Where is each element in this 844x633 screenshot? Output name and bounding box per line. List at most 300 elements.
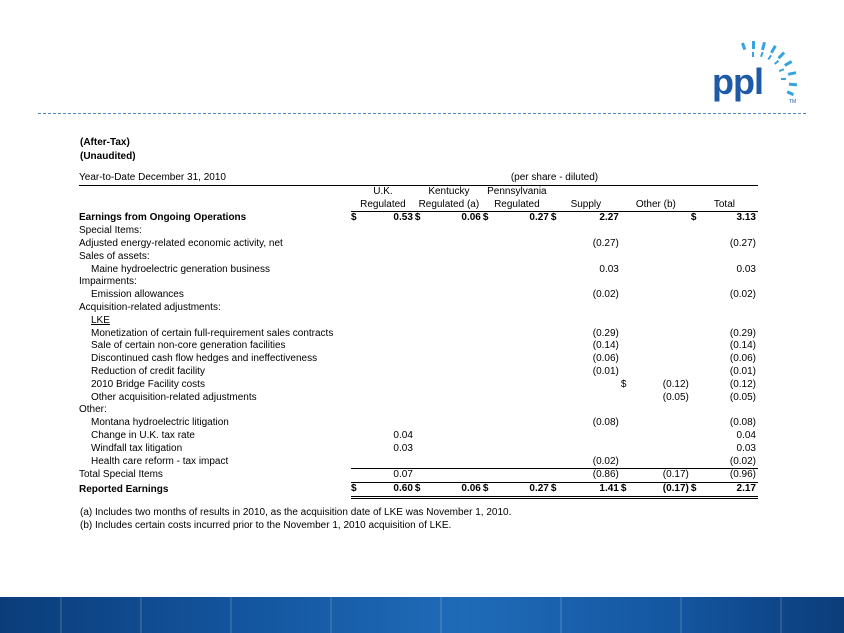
row-value: 0.03 bbox=[599, 263, 619, 275]
currency-symbol bbox=[351, 366, 361, 379]
currency-symbol bbox=[351, 456, 361, 469]
currency-symbol bbox=[551, 264, 561, 277]
row-value bbox=[425, 340, 483, 353]
row-value: 3.13 bbox=[736, 212, 756, 224]
currency-symbol bbox=[351, 417, 361, 430]
currency-symbol bbox=[691, 276, 701, 289]
currency-symbol bbox=[691, 302, 701, 315]
currency-symbol bbox=[621, 366, 631, 379]
currency-symbol bbox=[351, 225, 361, 238]
currency-symbol bbox=[691, 417, 701, 430]
currency-symbol bbox=[621, 328, 631, 341]
col-ky-line1: Kentucky bbox=[428, 185, 470, 197]
row-value bbox=[631, 456, 691, 469]
currency-symbol bbox=[551, 417, 561, 430]
row-value bbox=[425, 225, 483, 238]
currency-symbol bbox=[551, 340, 561, 353]
currency-symbol bbox=[483, 340, 493, 353]
row-value: (0.14) bbox=[729, 340, 756, 352]
row-value bbox=[493, 340, 551, 353]
row-value bbox=[701, 225, 758, 238]
currency-symbol bbox=[415, 430, 425, 443]
row-value bbox=[701, 302, 758, 315]
currency-symbol bbox=[483, 264, 493, 277]
row-value bbox=[631, 353, 691, 366]
row-value bbox=[493, 276, 551, 289]
col-other-header: Other (b) bbox=[621, 199, 691, 212]
currency-symbol bbox=[551, 430, 561, 443]
ppl-logo-text: ppl bbox=[712, 61, 763, 102]
row-value: 2.17 bbox=[701, 483, 758, 498]
currency-symbol: $ bbox=[482, 212, 489, 224]
currency-symbol: $ bbox=[690, 212, 697, 224]
row-value: (0.96) bbox=[701, 469, 758, 483]
row-value: (0.06) bbox=[592, 353, 619, 365]
currency-symbol bbox=[621, 315, 631, 328]
row-sales-assets bbox=[79, 251, 758, 264]
row-value bbox=[493, 469, 551, 483]
currency-symbol bbox=[351, 353, 361, 366]
currency-symbol bbox=[621, 430, 631, 443]
row-value bbox=[561, 404, 621, 417]
currency-symbol bbox=[415, 469, 425, 483]
currency-symbol bbox=[415, 366, 425, 379]
row-value bbox=[425, 456, 483, 469]
footer-banner bbox=[0, 597, 844, 633]
period-label: Year-to-Date December 31, 2010 bbox=[79, 172, 351, 185]
row-uk-tax bbox=[79, 430, 758, 443]
currency-symbol bbox=[621, 302, 631, 315]
row-value bbox=[561, 379, 621, 392]
row-value: (0.86) bbox=[561, 469, 621, 483]
row-value bbox=[425, 417, 483, 430]
row-value: (0.17) bbox=[631, 469, 691, 483]
currency-symbol bbox=[351, 302, 361, 315]
row-label: Adjusted energy-related economic activity, net bbox=[79, 237, 283, 249]
row-value bbox=[493, 238, 551, 251]
row-value: 1.41 bbox=[561, 483, 621, 498]
currency-symbol bbox=[415, 315, 425, 328]
currency-symbol bbox=[691, 404, 701, 417]
col-supply-header: Supply bbox=[551, 199, 621, 212]
row-value bbox=[493, 251, 551, 264]
row-emission bbox=[79, 289, 758, 302]
row-value bbox=[425, 430, 483, 443]
row-discontinued bbox=[79, 353, 758, 366]
row-value bbox=[631, 212, 691, 225]
row-value bbox=[361, 404, 415, 417]
row-reported bbox=[79, 483, 758, 498]
row-value: 0.27 bbox=[529, 212, 549, 224]
currency-symbol bbox=[691, 379, 701, 392]
currency-symbol bbox=[483, 366, 493, 379]
currency-symbol bbox=[483, 392, 493, 405]
currency-symbol: $ bbox=[621, 483, 631, 498]
row-other bbox=[79, 404, 758, 417]
row-label: Maine hydroelectric generation business bbox=[91, 263, 270, 275]
currency-symbol: $ bbox=[350, 212, 357, 224]
row-bridge bbox=[79, 379, 758, 392]
row-impairments bbox=[79, 276, 758, 289]
row-value bbox=[561, 276, 621, 289]
row-value bbox=[561, 302, 621, 315]
row-value bbox=[631, 238, 691, 251]
row-value bbox=[631, 430, 691, 443]
row-value bbox=[631, 264, 691, 277]
row-value bbox=[561, 251, 621, 264]
col-pa-line1: Pennsylvania bbox=[487, 185, 547, 197]
row-value bbox=[493, 404, 551, 417]
currency-symbol bbox=[551, 353, 561, 366]
row-value: (0.08) bbox=[592, 417, 619, 429]
col-total-line1 bbox=[691, 185, 758, 198]
row-value bbox=[425, 315, 483, 328]
currency-symbol bbox=[483, 469, 493, 483]
currency-symbol bbox=[351, 430, 361, 443]
footnotes bbox=[80, 506, 511, 532]
currency-symbol bbox=[351, 238, 361, 251]
row-value: 2.27 bbox=[599, 212, 619, 224]
currency-symbol bbox=[483, 417, 493, 430]
currency-symbol bbox=[415, 251, 425, 264]
row-value bbox=[361, 251, 415, 264]
row-value bbox=[425, 379, 483, 392]
currency-symbol bbox=[691, 328, 701, 341]
row-value bbox=[425, 264, 483, 277]
row-value bbox=[425, 353, 483, 366]
col-uk-line1: U.K. bbox=[373, 185, 393, 197]
row-value bbox=[631, 225, 691, 238]
row-value bbox=[493, 315, 551, 328]
row-label: Emission allowances bbox=[91, 289, 184, 301]
currency-symbol bbox=[691, 315, 701, 328]
row-label: Other acquisition-related adjustments bbox=[91, 391, 257, 403]
row-value bbox=[425, 328, 483, 341]
col-other-line1 bbox=[621, 185, 691, 198]
currency-symbol bbox=[691, 225, 701, 238]
row-value bbox=[493, 379, 551, 392]
row-label: Reduction of credit facility bbox=[91, 365, 205, 377]
currency-symbol bbox=[691, 456, 701, 469]
row-value bbox=[361, 379, 415, 392]
earnings-reconciliation-table bbox=[79, 172, 758, 499]
currency-symbol bbox=[691, 366, 701, 379]
currency-symbol bbox=[621, 469, 631, 483]
row-value bbox=[701, 276, 758, 289]
currency-symbol bbox=[351, 404, 361, 417]
currency-symbol bbox=[551, 225, 561, 238]
row-value: (0.27) bbox=[729, 237, 756, 249]
currency-symbol bbox=[415, 289, 425, 302]
currency-symbol bbox=[551, 392, 561, 405]
currency-symbol bbox=[351, 379, 361, 392]
row-total-special bbox=[79, 469, 758, 483]
row-value: (0.06) bbox=[729, 353, 756, 365]
row-value: 0.03 bbox=[736, 442, 756, 454]
row-value: (0.27) bbox=[592, 237, 619, 249]
row-value bbox=[561, 430, 621, 443]
row-label: Acquisition-related adjustments: bbox=[79, 301, 221, 313]
currency-symbol bbox=[621, 289, 631, 302]
row-value bbox=[493, 392, 551, 405]
currency-symbol bbox=[691, 469, 701, 483]
currency-symbol bbox=[621, 276, 631, 289]
currency-symbol bbox=[621, 212, 631, 225]
row-value: (0.14) bbox=[592, 340, 619, 352]
row-value bbox=[631, 417, 691, 430]
row-label: Sales of assets: bbox=[79, 250, 150, 262]
row-value: (0.12) bbox=[729, 378, 756, 390]
currency-symbol bbox=[351, 340, 361, 353]
row-value bbox=[701, 404, 758, 417]
currency-symbol bbox=[483, 379, 493, 392]
currency-symbol bbox=[415, 225, 425, 238]
currency-symbol bbox=[415, 238, 425, 251]
period-row bbox=[79, 172, 758, 185]
currency-symbol bbox=[415, 328, 425, 341]
row-value: (0.29) bbox=[592, 327, 619, 339]
currency-symbol bbox=[483, 315, 493, 328]
currency-symbol bbox=[351, 251, 361, 264]
row-value bbox=[425, 469, 483, 483]
row-value bbox=[493, 443, 551, 456]
col-uk-header: Regulated bbox=[351, 199, 415, 212]
row-sale-noncore bbox=[79, 340, 758, 353]
row-value bbox=[425, 276, 483, 289]
row-other-acq bbox=[79, 392, 758, 405]
currency-symbol bbox=[415, 340, 425, 353]
currency-symbol bbox=[691, 353, 701, 366]
row-value bbox=[361, 238, 415, 251]
row-value: (0.02) bbox=[729, 289, 756, 301]
currency-symbol bbox=[351, 289, 361, 302]
row-value: 0.06 bbox=[425, 483, 483, 498]
row-label: Total Special Items bbox=[79, 469, 163, 481]
currency-symbol: $ bbox=[691, 483, 701, 498]
currency-symbol bbox=[621, 238, 631, 251]
row-value: 0.60 bbox=[361, 483, 415, 498]
row-label: LKE bbox=[91, 314, 110, 326]
row-label: Health care reform - tax impact bbox=[91, 455, 229, 467]
row-value bbox=[561, 443, 621, 456]
row-value: 0.03 bbox=[393, 442, 413, 454]
row-value bbox=[561, 392, 621, 405]
row-value bbox=[701, 315, 758, 328]
row-value: 0.04 bbox=[393, 429, 413, 441]
currency-symbol bbox=[483, 238, 493, 251]
row-value bbox=[361, 392, 415, 405]
row-special-items bbox=[79, 225, 758, 238]
row-acq-adj bbox=[79, 302, 758, 315]
currency-symbol bbox=[415, 264, 425, 277]
row-label: Special Items: bbox=[79, 225, 142, 237]
row-value bbox=[631, 315, 691, 328]
currency-symbol bbox=[621, 456, 631, 469]
currency-symbol bbox=[621, 417, 631, 430]
row-value bbox=[631, 404, 691, 417]
row-value bbox=[631, 302, 691, 315]
row-value: (0.02) bbox=[701, 456, 758, 469]
currency-symbol bbox=[551, 302, 561, 315]
row-label: 2010 Bridge Facility costs bbox=[91, 378, 205, 390]
unaudited-heading: (Unaudited) bbox=[80, 151, 136, 162]
row-value bbox=[631, 276, 691, 289]
currency-symbol bbox=[691, 340, 701, 353]
col-ky-header: Regulated (a) bbox=[415, 199, 483, 212]
currency-symbol bbox=[483, 430, 493, 443]
currency-symbol bbox=[351, 469, 361, 483]
row-value bbox=[493, 417, 551, 430]
currency-symbol bbox=[551, 315, 561, 328]
row-value bbox=[361, 315, 415, 328]
row-windfall bbox=[79, 443, 758, 456]
currency-symbol bbox=[483, 251, 493, 264]
currency-symbol bbox=[551, 328, 561, 341]
currency-symbol bbox=[621, 264, 631, 277]
currency-symbol: $ bbox=[483, 483, 493, 498]
row-value bbox=[425, 289, 483, 302]
row-value bbox=[361, 340, 415, 353]
currency-symbol: $ bbox=[550, 212, 557, 224]
currency-symbol bbox=[483, 289, 493, 302]
currency-symbol bbox=[551, 366, 561, 379]
currency-symbol bbox=[483, 225, 493, 238]
row-label: Change in U.K. tax rate bbox=[91, 429, 195, 441]
row-label: Monetization of certain full-requirement sales contracts bbox=[91, 327, 334, 339]
footnote-a: (a) Includes two months of results in 2010, as the acquisition date of LKE was November 1, 2010. bbox=[80, 507, 512, 518]
currency-symbol bbox=[415, 276, 425, 289]
currency-symbol bbox=[551, 456, 561, 469]
currency-symbol bbox=[691, 289, 701, 302]
currency-symbol bbox=[483, 276, 493, 289]
currency-symbol bbox=[483, 328, 493, 341]
row-value: (0.01) bbox=[729, 365, 756, 377]
trademark-mark: TM bbox=[789, 99, 797, 105]
currency-symbol bbox=[551, 251, 561, 264]
currency-symbol bbox=[483, 404, 493, 417]
row-value bbox=[361, 225, 415, 238]
currency-symbol bbox=[621, 340, 631, 353]
col-pa-header: Regulated bbox=[483, 199, 551, 212]
row-value bbox=[493, 353, 551, 366]
row-value: (0.08) bbox=[729, 417, 756, 429]
col-total-header: Total bbox=[691, 199, 758, 212]
row-label: Earnings from Ongoing Operations bbox=[79, 212, 247, 224]
row-value bbox=[493, 328, 551, 341]
currency-symbol bbox=[551, 379, 561, 392]
row-value: 0.06 bbox=[461, 212, 481, 224]
currency-symbol bbox=[351, 443, 361, 456]
currency-symbol bbox=[415, 456, 425, 469]
row-value: 0.03 bbox=[736, 263, 756, 275]
row-value: (0.02) bbox=[592, 289, 619, 301]
currency-symbol: $ bbox=[620, 378, 627, 390]
row-value bbox=[425, 392, 483, 405]
row-value: (0.12) bbox=[662, 378, 689, 390]
currency-symbol bbox=[621, 225, 631, 238]
row-value bbox=[425, 404, 483, 417]
row-value bbox=[493, 456, 551, 469]
currency-symbol bbox=[351, 264, 361, 277]
row-value bbox=[631, 443, 691, 456]
after-tax-heading: (After-Tax) bbox=[80, 137, 130, 148]
currency-symbol bbox=[483, 443, 493, 456]
row-value bbox=[631, 340, 691, 353]
row-value bbox=[361, 276, 415, 289]
column-header-row-1 bbox=[79, 185, 758, 198]
row-value: 0.27 bbox=[493, 483, 551, 498]
row-value bbox=[361, 366, 415, 379]
currency-symbol bbox=[483, 353, 493, 366]
row-label: Windfall tax litigation bbox=[91, 442, 183, 454]
row-value bbox=[561, 225, 621, 238]
currency-symbol bbox=[691, 264, 701, 277]
currency-symbol bbox=[621, 353, 631, 366]
row-value bbox=[361, 353, 415, 366]
unit-label: (per share - diluted) bbox=[351, 172, 758, 185]
currency-symbol bbox=[415, 443, 425, 456]
row-value bbox=[493, 366, 551, 379]
row-value bbox=[631, 289, 691, 302]
row-ongoing bbox=[79, 212, 758, 225]
currency-symbol bbox=[483, 302, 493, 315]
currency-symbol bbox=[551, 404, 561, 417]
currency-symbol bbox=[691, 251, 701, 264]
row-value: 0.53 bbox=[393, 212, 413, 224]
row-value: 0.07 bbox=[361, 469, 415, 483]
row-value bbox=[361, 302, 415, 315]
row-value: (0.29) bbox=[729, 327, 756, 339]
currency-symbol bbox=[551, 469, 561, 483]
row-label: Other: bbox=[79, 404, 107, 416]
currency-symbol bbox=[621, 392, 631, 405]
row-value bbox=[361, 264, 415, 277]
row-value bbox=[425, 366, 483, 379]
row-value: 0.04 bbox=[736, 429, 756, 441]
row-value bbox=[425, 302, 483, 315]
row-value bbox=[425, 443, 483, 456]
row-value bbox=[561, 315, 621, 328]
row-value: (0.02) bbox=[561, 456, 621, 469]
row-label: Impairments: bbox=[79, 276, 137, 288]
currency-symbol bbox=[691, 392, 701, 405]
row-value bbox=[425, 238, 483, 251]
row-adj-energy bbox=[79, 238, 758, 251]
currency-symbol bbox=[551, 289, 561, 302]
currency-symbol bbox=[415, 379, 425, 392]
currency-symbol bbox=[415, 392, 425, 405]
row-maine bbox=[79, 264, 758, 277]
currency-symbol: $ bbox=[415, 483, 425, 498]
currency-symbol bbox=[551, 238, 561, 251]
currency-symbol bbox=[483, 456, 493, 469]
row-value bbox=[631, 328, 691, 341]
row-health bbox=[79, 456, 758, 469]
column-header-row-2 bbox=[79, 199, 758, 212]
row-value bbox=[361, 328, 415, 341]
currency-symbol bbox=[415, 353, 425, 366]
row-value bbox=[361, 417, 415, 430]
currency-symbol bbox=[415, 417, 425, 430]
currency-symbol: $ bbox=[551, 483, 561, 498]
row-value bbox=[493, 225, 551, 238]
row-value bbox=[493, 302, 551, 315]
row-label: Discontinued cash flow hedges and ineffectiveness bbox=[91, 353, 318, 365]
currency-symbol bbox=[551, 443, 561, 456]
header-divider bbox=[38, 113, 806, 114]
row-label: Montana hydroelectric litigation bbox=[91, 417, 229, 429]
row-montana bbox=[79, 417, 758, 430]
